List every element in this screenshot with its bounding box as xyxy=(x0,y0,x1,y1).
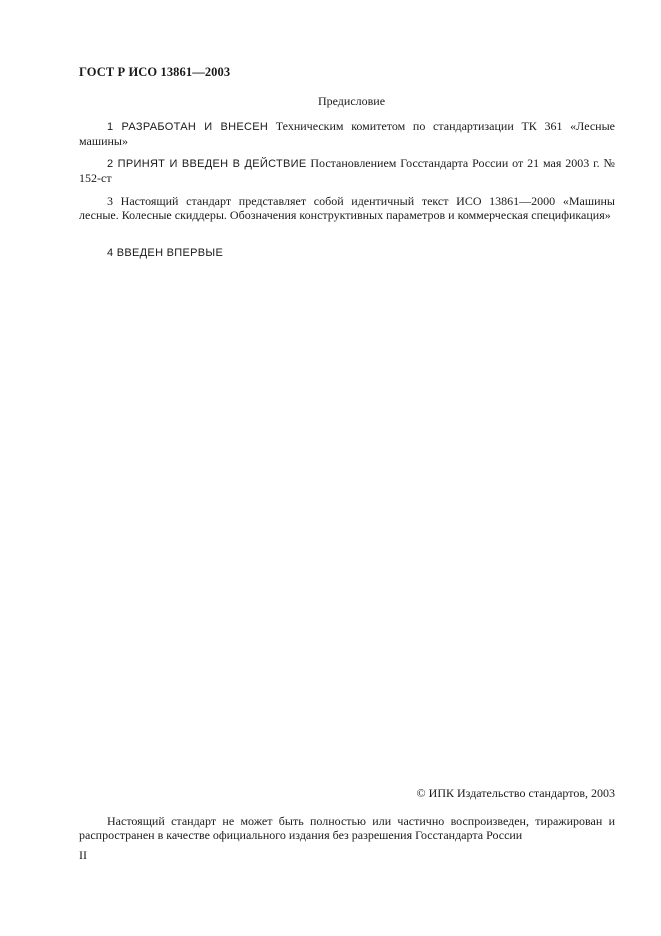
page-number: II xyxy=(79,848,87,862)
preface-item-3-text: 3 Настоящий стандарт представляет собой идентичный текст ИСО 13861—2000 «Машины лесные. Колесные скиддеры. Обозначения конструктивных параметров и коммерческая спецификация» xyxy=(79,194,615,222)
preface-item-2 xyxy=(79,157,615,185)
reproduction-notice: Настоящий стандарт не может быть полностью или частично воспроизведен, тиражирован и распространен в качестве официального издания без разрешения Госстандарта России xyxy=(79,814,615,842)
copyright-line: © ИПК Издательство стандартов, 2003 xyxy=(416,786,615,800)
preface-item-3 xyxy=(79,195,615,222)
preface-item-1-lead: 1 РАЗРАБОТАН И ВНЕСЕН xyxy=(107,121,269,133)
preface-item-1-text: Техническим комитетом по стандартизации ТК 361 «Лесные машины» xyxy=(79,119,615,148)
preface-item-2-lead: 2 ПРИНЯТ И ВВЕДЕН В ДЕЙСТВИЕ xyxy=(107,158,307,170)
preface-item-1 xyxy=(79,120,615,148)
standard-code-header: ГОСТ Р ИСО 13861—2003 xyxy=(79,65,231,79)
preface-item-4 xyxy=(79,246,615,261)
preface-item-2-text: Постановлением Госстандарта России от 21 мая 2003 г. № 152-ст xyxy=(79,156,615,185)
preface-item-4-lead: 4 ВВЕДЕН ВПЕРВЫЕ xyxy=(107,247,224,259)
preface-title: Предисловие xyxy=(317,94,386,108)
